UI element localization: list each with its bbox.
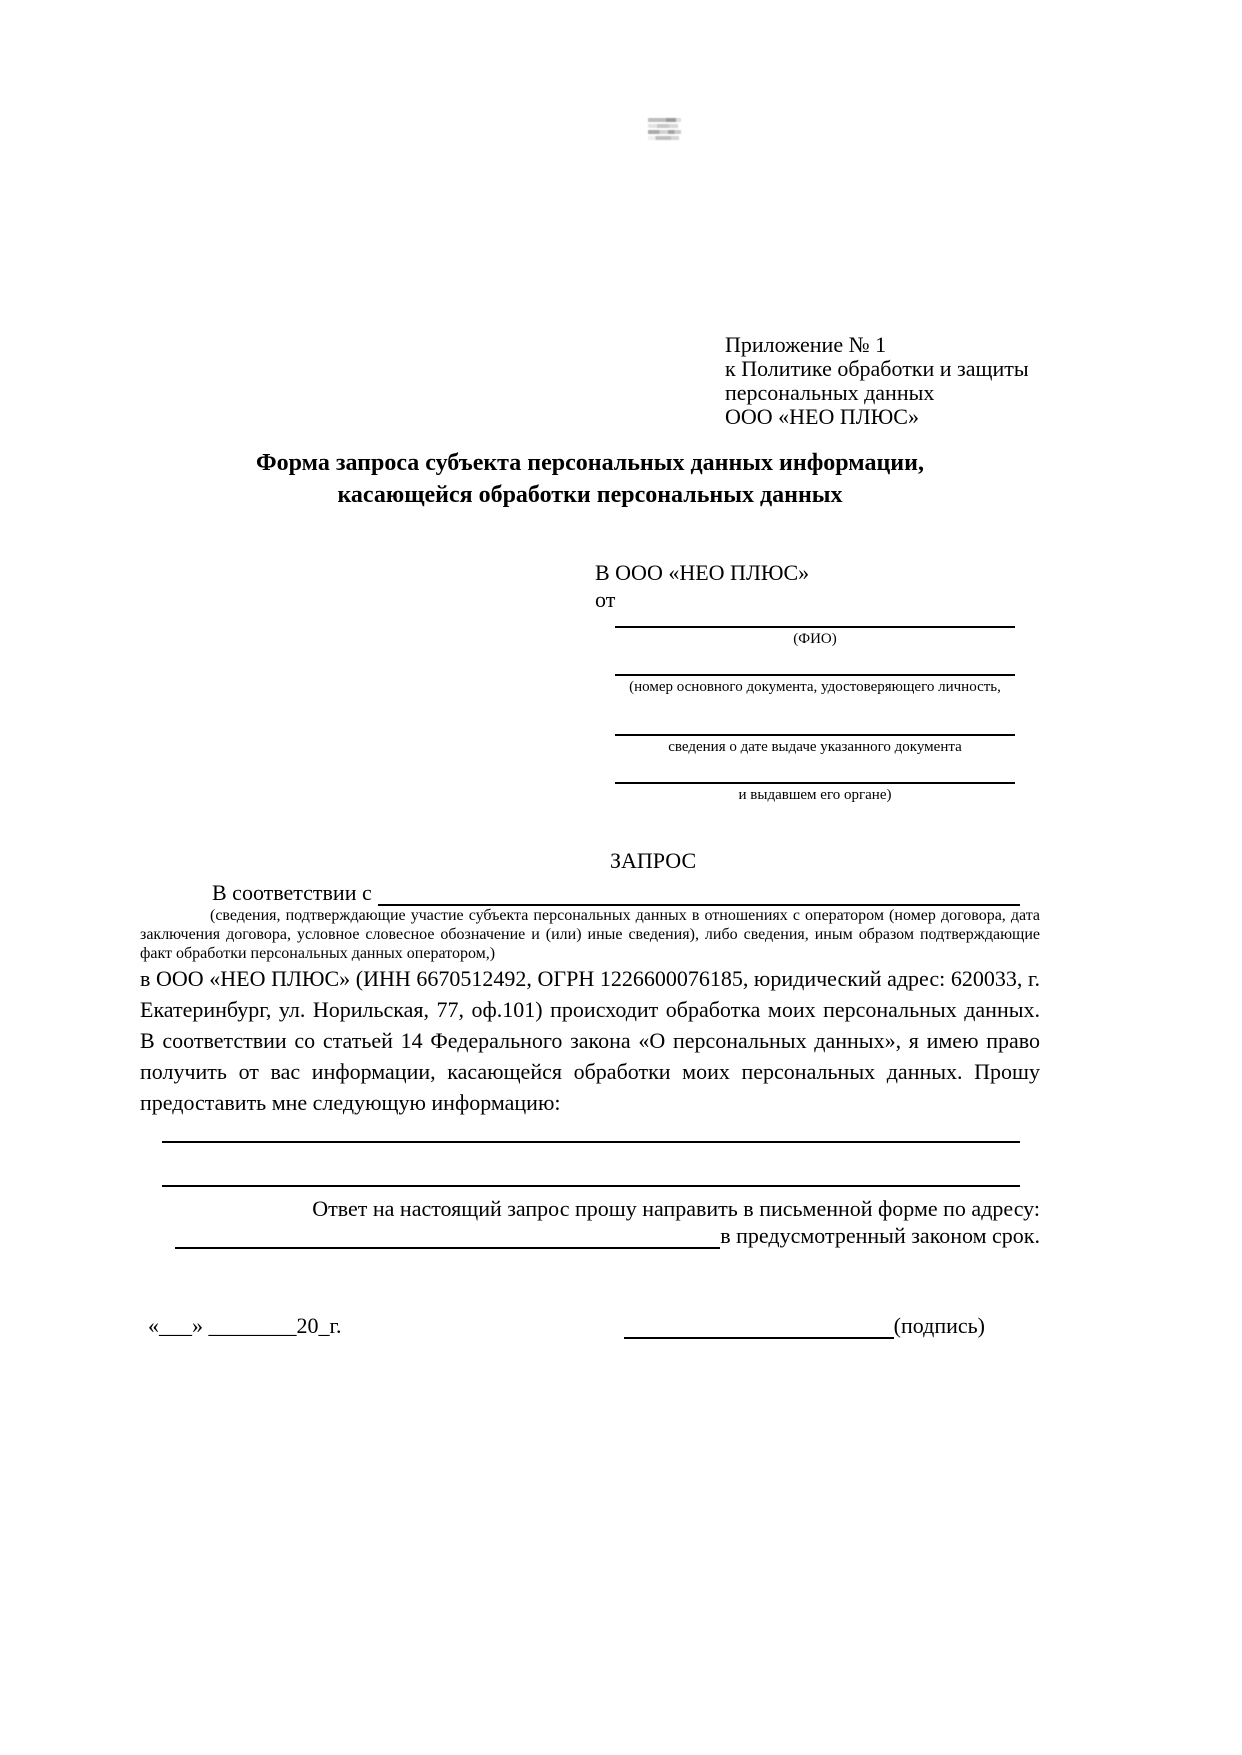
- answer-address-line: [175, 1222, 1040, 1249]
- annex-line-2: к Политике обработки и защиты: [725, 356, 1029, 381]
- fine-print-note: (сведения, подтверждающие участие субъекта персональных данных в отношениях с оператором (номер договора, дата заключения договора, условное словесное обозначение и (или) иные сведения), либо сведения, иным образом подтверждающие факт обработки персональных данных оператором,): [140, 907, 1040, 962]
- applicant-fields: [615, 626, 1015, 805]
- document-content: [140, 0, 1040, 1339]
- annex-line-1: Приложение № 1: [725, 332, 887, 357]
- addressee-block: [595, 559, 1040, 613]
- date-blank: «___» ________20_г.: [148, 1313, 342, 1338]
- address-blank-line: [175, 1247, 720, 1249]
- doc-issuer-caption: и выдавшем его органе): [738, 787, 892, 803]
- answer-instruction: Ответ на настоящий запрос прошу направить в письменной форме по адресу:: [312, 1196, 1040, 1221]
- addressee-to: В ООО «НЕО ПЛЮС»: [595, 560, 810, 585]
- info-blank-line-2: [162, 1185, 1020, 1187]
- answer-tail: в предусмотренный законом срок.: [720, 1223, 1040, 1248]
- id-doc-caption: (номер основного документа, удостоверяющего личность,: [629, 679, 1001, 695]
- accordance-prefix: В соответствии с: [212, 880, 372, 905]
- fio-caption: (ФИО): [793, 631, 837, 647]
- body-paragraph: в ООО «НЕО ПЛЮС» (ИНН 6670512492, ОГРН 1226600076185, юридический адрес: 620033, г. Екатеринбург, ул. Норильская, 77, оф.101) происходит обработка моих персональных данных. В соответствии со статьей 14 Федерального закона «О персональных данных», я имею право получить от вас информации, касающейся обработки моих персональных данных. Прошу предоставить мне следующую информацию:: [140, 966, 1040, 1115]
- signature-caption: (подпись): [893, 1313, 985, 1338]
- doc-date-caption: сведения о дате выдаче указанного документа: [668, 739, 962, 755]
- addressee-from: от: [595, 587, 616, 612]
- form-title-line-1: Форма запроса субъекта персональных данных информации,: [256, 450, 924, 476]
- signature-area: [624, 1312, 985, 1339]
- accordance-line: [140, 879, 1020, 906]
- request-heading: ЗАПРОС: [610, 848, 697, 873]
- annex-line-3: персональных данных: [725, 380, 935, 405]
- signature-row: [140, 1312, 1040, 1339]
- form-title: [140, 447, 1040, 511]
- info-blank-line-1: [162, 1141, 1020, 1143]
- annex-reference-block: [725, 333, 1040, 429]
- signature-blank-line: [624, 1337, 894, 1339]
- annex-line-4: ООО «НЕО ПЛЮС»: [725, 404, 919, 429]
- form-title-line-2: касающейся обработки персональных данных: [337, 482, 843, 508]
